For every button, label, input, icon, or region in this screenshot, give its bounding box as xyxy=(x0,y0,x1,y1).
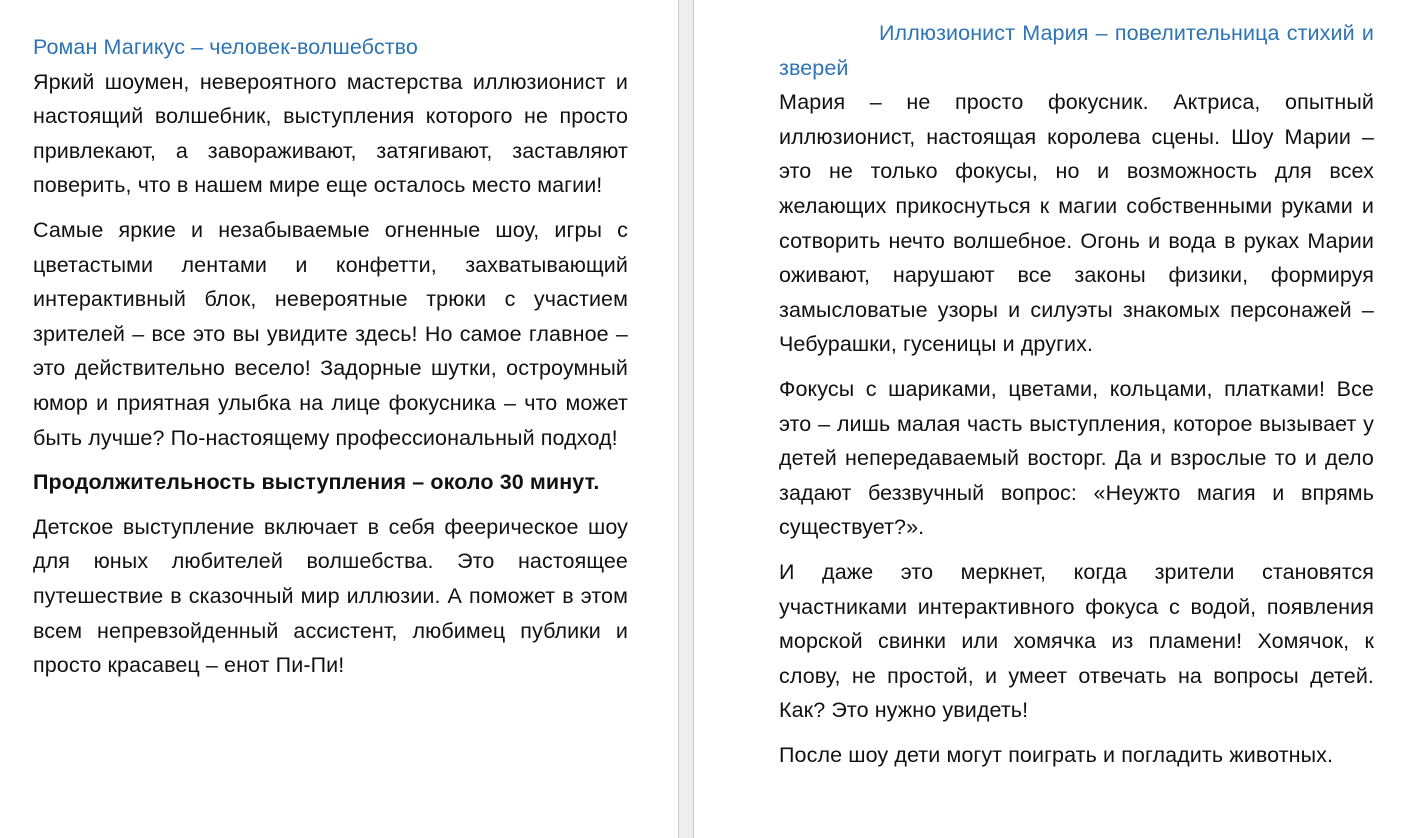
text-column-left[interactable] xyxy=(33,30,628,693)
section-heading: Иллюзионист Мария – повелительница стихий и зверей xyxy=(779,21,1374,80)
paragraph: Фокусы с шариками, цветами, кольцами, платками! Все это – лишь малая часть выступления, которое вызывает у детей непередаваемый восторг. Да и взрослые то и дело задают беззвучный вопрос: «Неужто магия и впрямь существует?». xyxy=(779,376,1374,540)
paragraph: И даже это меркнет, когда зрители становятся участниками интерактивного фокуса с водой, появления морской свинки или хомячка из пламени! Хомячок, к слову, не простой, и умеет отвечать на вопросы детей. Как? Это нужно увидеть! xyxy=(779,559,1374,723)
paragraph: Детское выступление включает в себя феерическое шоу для юных любителей волшебства. Это настоящее путешествие в сказочный мир иллюзии. А поможет в этом всем непревзойденный ассистент, любимец публики и просто красавец – енот Пи-Пи! xyxy=(33,514,628,678)
document-page-right xyxy=(694,0,1405,838)
document-page-left xyxy=(0,0,678,838)
paragraph: Самые яркие и незабываемые огненные шоу, игры с цветастыми лентами и конфетти, захватывающий интерактивный блок, невероятные трюки с участием зрителей – все это вы увидите здесь! Но самое главное – это действительно весело! Задорные шутки, остроумный юмор и приятная улыбка на лице фокусника – что может быть лучше? По-настоящему профессиональный подход! xyxy=(33,217,628,450)
page-gutter-divider xyxy=(678,0,694,838)
paragraph: Мария – не просто фокусник. Актриса, опытный иллюзионист, настоящая королева сцены. Шоу Марии – это не только фокусы, но и возможность для всех желающих прикоснуться к магии собственными руками и сотворить нечто волшебное. Огонь и вода в руках Марии оживают, нарушают все законы физики, формируя замысловатые узоры и силуэты знакомых персонажей – Чебурашки, гусеницы и других. xyxy=(779,90,1374,357)
paragraph: Яркий шоумен, невероятного мастерства иллюзионист и настоящий волшебник, выступления которого не просто привлекают, а завораживают, затягивают, заставляют поверить, что в нашем мире еще осталось место магии! xyxy=(33,69,628,198)
text-column-right[interactable] xyxy=(779,16,1374,782)
paragraph: После шоу дети могут поиграть и погладить животных. xyxy=(779,742,1334,767)
bold-paragraph: Продолжительность выступления – около 30 минут. xyxy=(33,470,600,495)
section-heading: Роман Магикус – человек-волшебство xyxy=(33,35,418,59)
